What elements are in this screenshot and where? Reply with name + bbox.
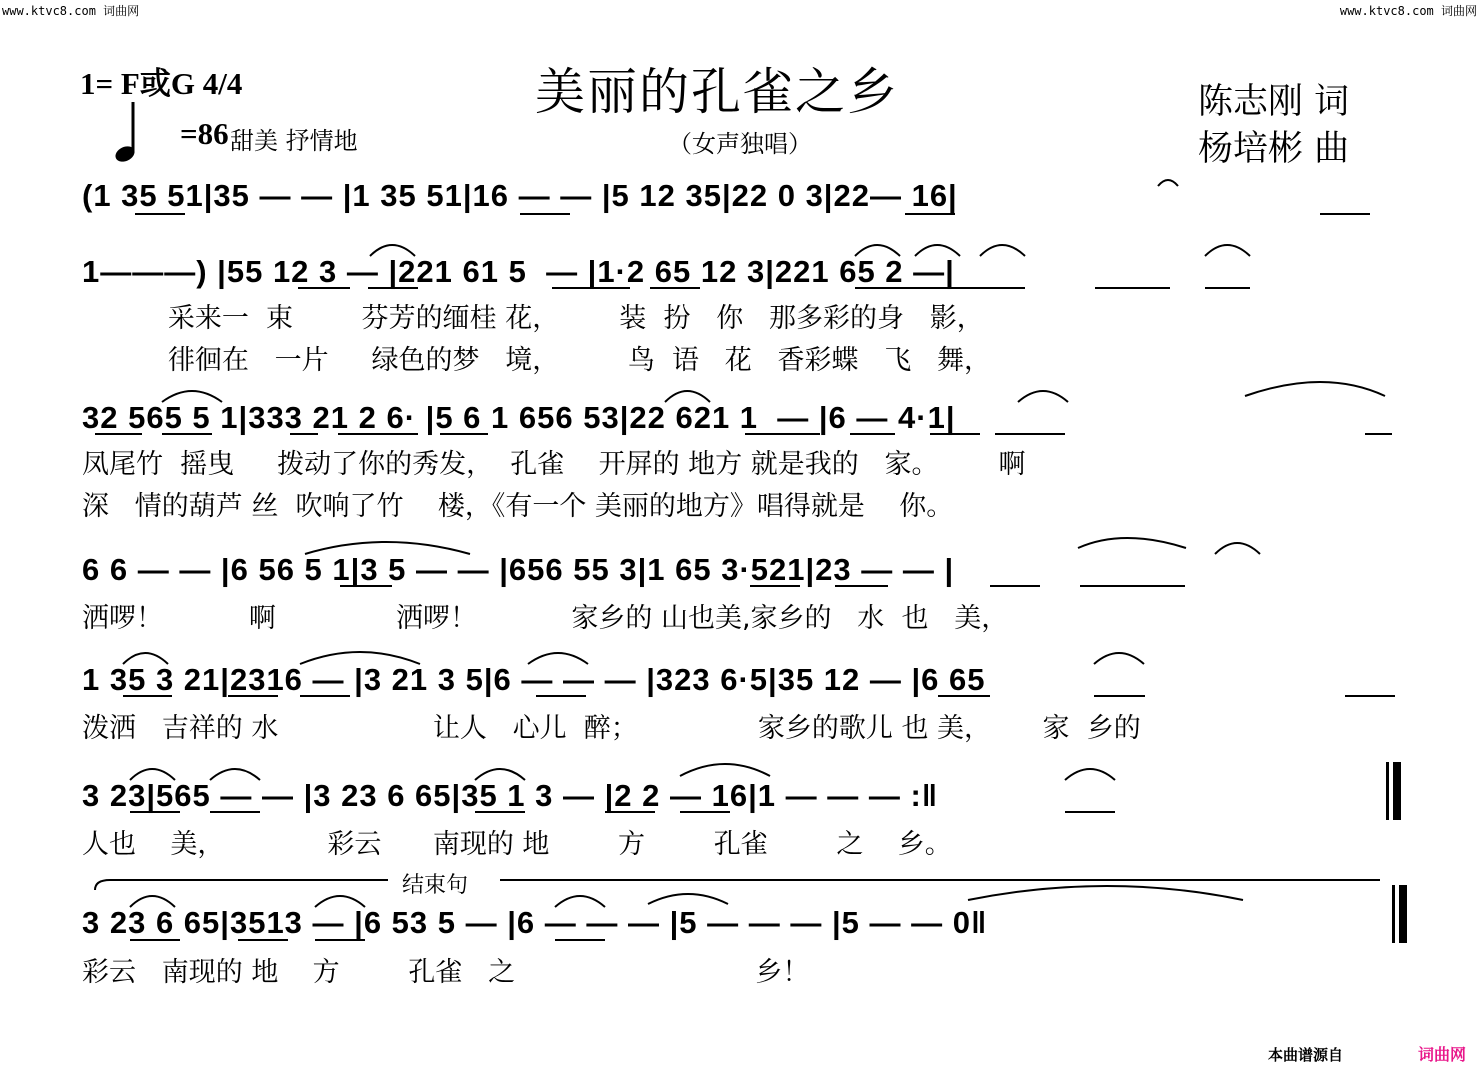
lyric-row-2-verse-2: 徘徊在 一片 绿色的梦 境， 鸟 语 花 香彩蝶 飞 舞， bbox=[82, 345, 992, 376]
score-row-3: 32 565 5 1|333 21 2 6· |5 6 1 656 53|22 621 1 — |6 — 4·1| bbox=[82, 400, 956, 435]
key-signature: 1= F或G 4/4 bbox=[80, 66, 243, 101]
lyricist-credit: 陈志刚 词 bbox=[1198, 82, 1350, 122]
score-row-4: 6 6 — — |6 56 5 1|3 5 — — |656 55 3|1 65 3·521|23 — — | bbox=[82, 552, 955, 587]
lyric-row-3-verse-2: 深 情的葫芦 丝 吹响了竹 楼，《有一个 美丽的地方》唱得就是 你。 bbox=[82, 491, 954, 522]
lyric-row-4: 洒啰！ 啊 洒啰！ 家乡的 山也美,家乡的 水 也 美， bbox=[82, 603, 1009, 634]
tempo-expression: 甜美 抒情地 bbox=[230, 127, 358, 155]
ending-label: 结束句 bbox=[402, 873, 469, 898]
score-row-7: 3 23 6 65|3513 — |6 53 5 — |6 — — — |5 — — — |5 — — 0‖ bbox=[82, 905, 988, 940]
score-row-2: 1———) |55 12 3 — |221 61 5 — |1·2 65 12 3|221 65 2 —| bbox=[82, 254, 955, 289]
lyric-row-3-verse-1: 凤尾竹 摇曳 拨动了你的秀发， 孔雀 开屏的 地方 就是我的 家。 啊 bbox=[82, 449, 1026, 480]
score-row-1: (1 35 51|35 — — |1 35 51|16 — — |5 12 35|22 0 3|22— 16| bbox=[82, 178, 958, 213]
watermark-right: www.ktvc8.com 词曲网 bbox=[1339, 4, 1477, 18]
lyric-row-6: 人也 美， 彩云 南现的 地 方 孔雀 之 乡。 bbox=[82, 829, 952, 860]
tempo-marking: =86 bbox=[180, 116, 229, 151]
quarter-note-icon bbox=[112, 100, 142, 166]
footer-logo: 词曲网 bbox=[1418, 1045, 1467, 1064]
score-row-6: 3 23|565 — — |3 23 6 65|35 1 3 — |2 2 — 16|1 — — — :‖ bbox=[82, 778, 939, 813]
song-subtitle: （女声独唱） bbox=[668, 130, 812, 158]
lyric-row-5: 泼洒 吉祥的 水 让人 心儿 醉； 家乡的歌儿 也 美， 家 乡的 bbox=[82, 713, 1141, 744]
lyric-row-2-verse-1: 采来一 束 芬芳的缅桂 花， 装 扮 你 那多彩的身 影， bbox=[82, 303, 984, 334]
score-row-5: 1 35 3 21|2316 — |3 21 3 5|6 — — — |323 6·5|35 12 — |6 65 bbox=[82, 662, 986, 697]
watermark-left: www.ktvc8.com 词曲网 bbox=[2, 4, 140, 18]
lyric-row-7: 彩云 南现的 地 方 孔雀 之 乡！ bbox=[82, 957, 810, 988]
composer-credit: 杨培彬 曲 bbox=[1198, 129, 1350, 169]
song-title: 美丽的孔雀之乡 bbox=[535, 63, 899, 121]
footer-source-text: 本曲谱源自 bbox=[1268, 1046, 1344, 1064]
